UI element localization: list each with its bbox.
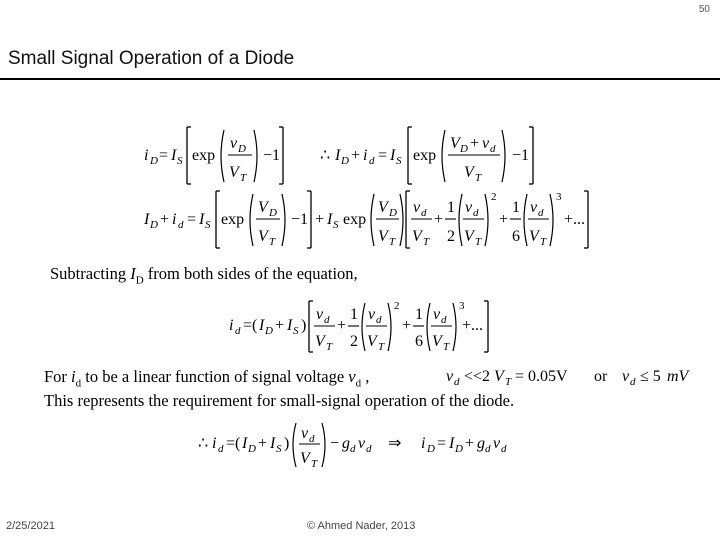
svg-text:T: T: [378, 341, 385, 353]
svg-text:2: 2: [491, 191, 497, 203]
svg-text:−1: −1: [512, 147, 530, 164]
equation-small-signal-result: [196, 420, 526, 470]
svg-text:d: d: [485, 443, 491, 455]
svg-text:−1: −1: [291, 211, 309, 228]
svg-text:V: V: [464, 228, 474, 245]
svg-text:3: 3: [556, 191, 562, 203]
svg-text:D: D: [265, 325, 273, 337]
svg-text:v: v: [358, 435, 366, 452]
svg-text:d: d: [421, 207, 427, 219]
svg-text:3: 3: [459, 300, 465, 312]
svg-text:6: 6: [512, 228, 520, 245]
svg-text:V: V: [258, 199, 268, 216]
svg-text:V: V: [367, 333, 377, 350]
svg-text:I: I: [327, 211, 333, 228]
svg-text:V: V: [378, 199, 388, 216]
svg-text:I: I: [335, 147, 341, 164]
svg-text:T: T: [505, 376, 512, 388]
svg-text:d: d: [454, 376, 460, 388]
svg-text:−: −: [330, 435, 340, 452]
svg-text:d: d: [490, 143, 496, 155]
svg-text:exp: exp: [192, 147, 216, 164]
svg-text:mV: mV: [667, 368, 689, 385]
svg-text:v: v: [230, 135, 238, 152]
svg-text:+: +: [499, 211, 509, 228]
svg-text:+: +: [402, 317, 412, 334]
svg-text:v: v: [465, 199, 473, 216]
svg-text:1: 1: [512, 199, 520, 216]
svg-text:+...: +...: [564, 211, 586, 228]
svg-text:D: D: [248, 443, 256, 455]
svg-text:+: +: [470, 135, 480, 152]
svg-text:V: V: [432, 333, 442, 350]
svg-text:T: T: [311, 458, 318, 470]
svg-text:d: d: [376, 314, 382, 326]
svg-text:D: D: [150, 155, 158, 167]
svg-text:v: v: [301, 425, 309, 442]
svg-text:i: i: [229, 317, 234, 334]
svg-text:<<2: <<2: [464, 368, 491, 385]
svg-text:d: d: [441, 314, 447, 326]
svg-text:v: v: [482, 135, 490, 152]
svg-text:I: I: [390, 147, 396, 164]
svg-text:V: V: [412, 228, 422, 245]
svg-text:i: i: [421, 435, 426, 452]
svg-text:⇒: ⇒: [388, 435, 402, 452]
svg-text:1: 1: [415, 306, 423, 323]
cond-var-vd: v: [348, 367, 356, 386]
svg-text:i: i: [363, 147, 368, 164]
svg-text:D: D: [238, 143, 246, 155]
svg-text:+: +: [258, 435, 268, 452]
svg-text:1: 1: [447, 199, 455, 216]
svg-text:S: S: [293, 325, 299, 337]
svg-text:I: I: [242, 435, 248, 452]
equation-diode-current: [140, 124, 560, 188]
svg-text:T: T: [269, 236, 276, 248]
svg-text:T: T: [475, 236, 482, 248]
svg-text:∴: ∴: [198, 435, 209, 452]
svg-text:): ): [301, 317, 307, 334]
svg-text:d: d: [473, 207, 479, 219]
svg-text:D: D: [460, 143, 468, 155]
svg-text:I: I: [270, 435, 276, 452]
svg-text:S: S: [333, 219, 339, 231]
svg-text:D: D: [150, 219, 158, 231]
svg-text:V: V: [258, 228, 268, 245]
equation-series-expansion: [140, 188, 600, 252]
svg-text:I: I: [171, 147, 177, 164]
svg-text:d: d: [178, 219, 184, 231]
svg-text:V: V: [464, 164, 474, 181]
svg-text:2: 2: [447, 228, 455, 245]
svg-text:T: T: [240, 172, 247, 184]
svg-text:=(: =(: [243, 317, 258, 334]
svg-text:V: V: [494, 368, 504, 385]
svg-text:S: S: [276, 443, 282, 455]
svg-text:S: S: [396, 155, 402, 167]
svg-text:d: d: [309, 433, 315, 445]
requirement-text: This represents the requirement for small-signal operation of the diode.: [44, 391, 515, 410]
svg-text:v: v: [493, 435, 501, 452]
svg-text:+: +: [315, 211, 325, 228]
cond-sub-vd: d: [355, 377, 362, 390]
svg-text:v: v: [433, 306, 441, 323]
subtracting-var: I: [130, 264, 136, 283]
svg-text:i: i: [144, 147, 149, 164]
svg-text:v: v: [446, 368, 454, 385]
subtracting-sub: D: [135, 274, 144, 287]
svg-text:= 0.05V: = 0.05V: [515, 368, 568, 385]
svg-text:i: i: [172, 211, 177, 228]
svg-text:2: 2: [350, 333, 358, 350]
svg-text:2: 2: [394, 300, 400, 312]
footer-date: 2/25/2021: [6, 520, 55, 532]
svg-text:+: +: [351, 147, 361, 164]
svg-text:or: or: [594, 368, 608, 385]
svg-text:+: +: [160, 211, 170, 228]
svg-text:exp: exp: [221, 211, 245, 228]
svg-text:d: d: [235, 325, 241, 337]
cond-var-id: i: [71, 367, 76, 386]
equation-small-signal-condition: [444, 364, 700, 390]
svg-text:d: d: [324, 314, 330, 326]
svg-text:S: S: [177, 155, 183, 167]
svg-text:v: v: [413, 199, 421, 216]
svg-text:d: d: [218, 443, 224, 455]
svg-text:T: T: [423, 236, 430, 248]
svg-text:V: V: [315, 333, 325, 350]
svg-text:V: V: [229, 164, 239, 181]
svg-text:v: v: [530, 199, 538, 216]
svg-text:+: +: [434, 211, 444, 228]
svg-text:−1: −1: [263, 147, 281, 164]
subtracting-text: [50, 264, 358, 286]
svg-text:≤ 5: ≤ 5: [640, 368, 661, 385]
svg-text:1: 1: [350, 306, 358, 323]
subtracting-prefix: Subtracting: [50, 264, 131, 283]
svg-text:S: S: [205, 219, 211, 231]
svg-text:T: T: [443, 341, 450, 353]
svg-text:+...: +...: [462, 317, 484, 334]
svg-text:V: V: [378, 228, 388, 245]
svg-text:I: I: [259, 317, 265, 334]
cond-suffix: ,: [361, 367, 370, 386]
cond-sub-id: d: [75, 377, 82, 390]
svg-text:v: v: [622, 368, 630, 385]
svg-text:T: T: [540, 236, 547, 248]
svg-text:=(: =(: [226, 435, 241, 452]
svg-text:∴: ∴: [320, 147, 331, 164]
svg-text:d: d: [630, 376, 636, 388]
svg-text:=: =: [437, 435, 447, 452]
svg-text:d: d: [366, 443, 372, 455]
svg-text:g: g: [342, 435, 350, 452]
svg-text:I: I: [449, 435, 455, 452]
svg-text:D: D: [455, 443, 463, 455]
subtracting-suffix: from both sides of the equation,: [143, 264, 358, 283]
svg-text:V: V: [450, 135, 460, 152]
svg-text:d: d: [369, 155, 375, 167]
svg-text:I: I: [199, 211, 205, 228]
svg-text:): ): [284, 435, 290, 452]
svg-text:+: +: [337, 317, 347, 334]
svg-text:T: T: [475, 172, 482, 184]
svg-text:I: I: [144, 211, 150, 228]
svg-text:=: =: [159, 147, 169, 164]
equation-signal-current: [226, 298, 496, 356]
svg-text:=: =: [378, 147, 388, 164]
linearity-condition-text: [44, 367, 369, 389]
slide-number: 50: [698, 4, 710, 15]
svg-text:i: i: [212, 435, 217, 452]
svg-text:D: D: [427, 443, 435, 455]
footer-copyright: © Ahmed Nader, 2013: [307, 520, 416, 532]
svg-text:exp: exp: [343, 211, 367, 228]
svg-text:T: T: [389, 236, 396, 248]
svg-text:6: 6: [415, 333, 423, 350]
svg-text:D: D: [341, 155, 349, 167]
title-underline: [0, 78, 720, 80]
cond-prefix: For: [44, 367, 72, 386]
svg-text:D: D: [269, 207, 277, 219]
svg-text:V: V: [300, 450, 310, 467]
svg-text:T: T: [326, 341, 333, 353]
svg-text:v: v: [316, 306, 324, 323]
svg-text:d: d: [501, 443, 507, 455]
cond-mid: to be a linear function of signal voltage: [81, 367, 349, 386]
svg-text:V: V: [529, 228, 539, 245]
svg-text:+: +: [275, 317, 285, 334]
svg-text:I: I: [287, 317, 293, 334]
svg-text:D: D: [389, 207, 397, 219]
svg-text:exp: exp: [413, 147, 437, 164]
svg-text:v: v: [368, 306, 376, 323]
svg-text:d: d: [350, 443, 356, 455]
svg-text:d: d: [538, 207, 544, 219]
slide-title: Small Signal Operation of a Diode: [8, 48, 295, 69]
svg-text:g: g: [477, 435, 485, 452]
svg-text:+: +: [465, 435, 475, 452]
svg-text:=: =: [187, 211, 197, 228]
